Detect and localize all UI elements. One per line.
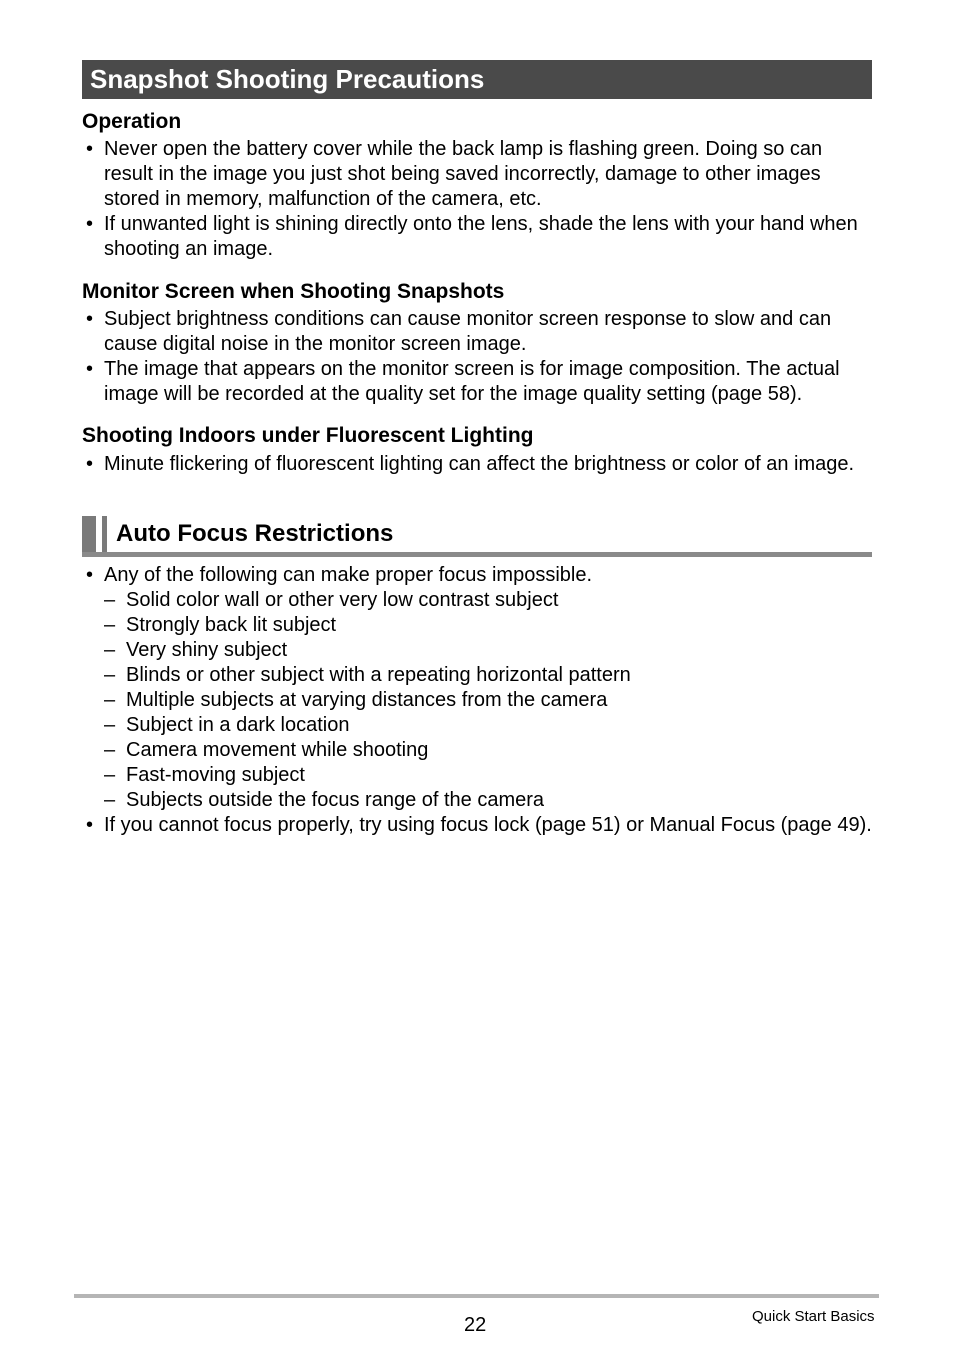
list-item: • Subject brightness conditions can cause monitor screen response to slow and can cause digital noise in the monitor screen image.	[82, 307, 872, 357]
fluorescent-list	[82, 452, 872, 477]
sub-list-item: – Very shiny subject	[82, 638, 872, 663]
heading-monitor-screen: Monitor Screen when Shooting Snapshots	[82, 280, 505, 303]
list-item: • Never open the battery cover while the back lamp is flashing green. Doing so can result in the image you just shot being saved incorrectly, damage to other images stored in memory, malfunction of the camera, etc.	[82, 137, 872, 212]
list-item: • Any of the following can make proper focus impossible.	[82, 563, 872, 588]
page-number: 22	[464, 1314, 487, 1336]
sub-list-item: – Multiple subjects at varying distances from the camera	[82, 688, 872, 713]
chapter-label: Quick Start Basics	[752, 1308, 875, 1325]
operation-list	[82, 137, 872, 262]
sub-list-item: – Blinds or other subject with a repeating horizontal pattern	[82, 663, 872, 688]
list-item: • The image that appears on the monitor screen is for image composition. The actual image will be recorded at the quality set for the image quality setting (page 58).	[82, 357, 872, 407]
footer-divider	[74, 1294, 879, 1298]
section-title-snapshot-precautions: Snapshot Shooting Precautions	[82, 60, 872, 99]
list-item: • Minute flickering of fluorescent lighting can affect the brightness or color of an image.	[82, 452, 872, 477]
sub-list-item: – Solid color wall or other very low contrast subject	[82, 588, 872, 613]
header-accent-bar	[82, 516, 96, 552]
sub-list-item: – Fast-moving subject	[82, 763, 872, 788]
section-header-auto-focus	[82, 516, 872, 557]
autofocus-list	[82, 563, 872, 838]
header-accent-bar	[102, 516, 107, 552]
header-underline	[82, 552, 872, 557]
list-item: • If unwanted light is shining directly onto the lens, shade the lens with your hand when shooting an image.	[82, 212, 872, 262]
section-title-auto-focus: Auto Focus Restrictions	[116, 520, 394, 547]
sub-list-item: – Subjects outside the focus range of the camera	[82, 788, 872, 813]
sub-list-item: – Camera movement while shooting	[82, 738, 872, 763]
monitor-list	[82, 307, 872, 407]
sub-list-item: – Subject in a dark location	[82, 713, 872, 738]
heading-operation: Operation	[82, 110, 182, 133]
sub-list-item: – Strongly back lit subject	[82, 613, 872, 638]
heading-fluorescent: Shooting Indoors under Fluorescent Lighting	[82, 424, 534, 447]
list-item: • If you cannot focus properly, try using focus lock (page 51) or Manual Focus (page 49).	[82, 813, 872, 838]
